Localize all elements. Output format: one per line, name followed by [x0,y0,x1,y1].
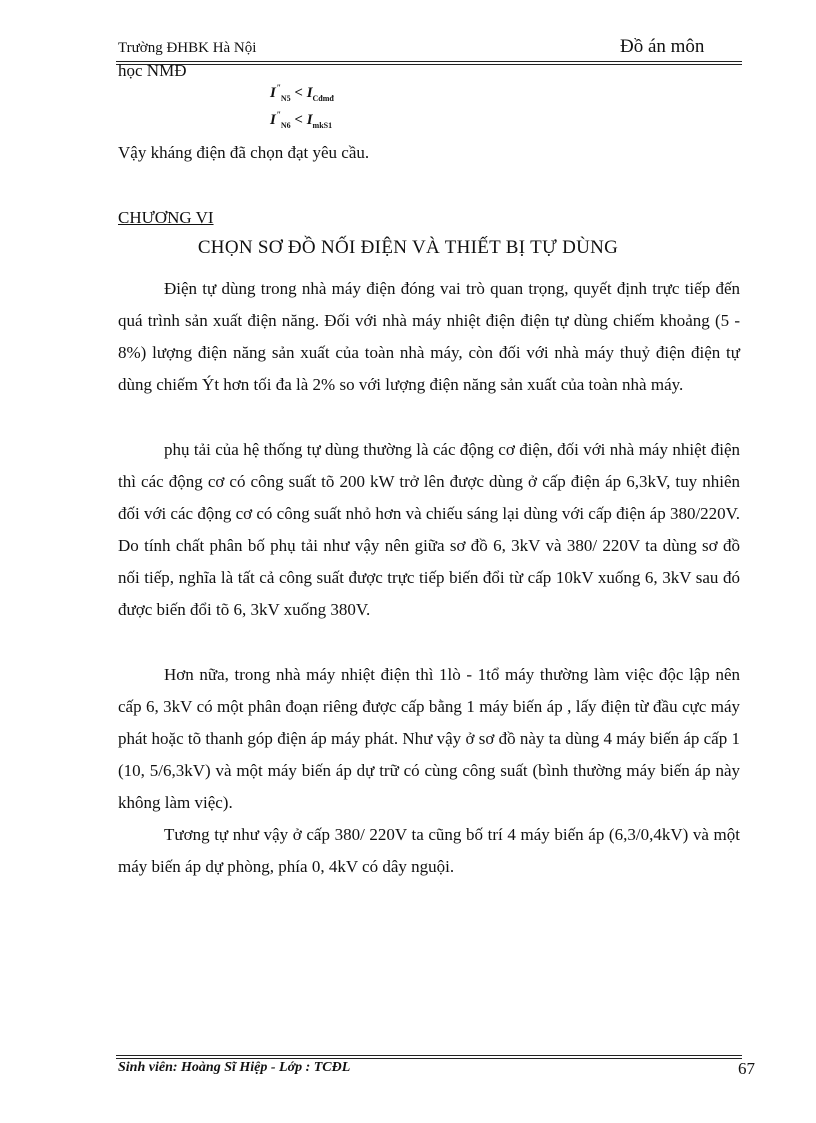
formula-n5: $I^"_{N5} < I_{Cđmđ}$ [270,83,334,103]
formula-n6: $I^"_{N6} < I_{mkS1}$ [270,110,333,130]
footer-divider [116,1055,742,1056]
paragraph: Tương tự như vậy ở cấp 380/ 220V ta cũng bố trí 4 máy biến áp (6,3/0,4kV) và một máy biến áp dự phòng, phía 0, 4kV có dây nguội. [118,825,740,876]
chapter-title: CHỌN SƠ ĐỒ NỐI ĐIỆN VÀ THIẾT BỊ TỰ DÙNG [197,237,619,258]
page-number: 67 [738,1059,755,1078]
header-divider [116,61,742,62]
header-course-continuation: học NMĐ [118,61,187,80]
footer-student: Sinh viên: Hoàng Sĩ Hiệp - Lớp : TCĐL [118,1060,351,1075]
header-course: Đồ án môn [620,36,705,57]
footer-divider-thin [116,1058,742,1059]
header-divider-thin [116,64,742,65]
conclusion-text: Vậy kháng điện đã chọn đạt yêu cầu. [118,143,370,162]
paragraph: Điện tự dùng trong nhà máy điện đóng vai trò quan trọng, quyết định trực tiếp đến quá trình sản xuất điện năng. Đối với nhà máy nhiệt điện điện tự dùng chiếm khoảng (5 - 8%) lượng điện năng sản xuất của toàn nhà máy, còn đối với nhà máy thuỷ điện điện tự dùng chiếm Ýt hơn tối đa là 2% so với lượng điện năng sản xuất của toàn nhà máy. [118,279,740,394]
paragraph: phụ tải của hệ thống tự dùng thường là các động cơ điện, đối với nhà máy nhiệt điện thì các động cơ có công suất tõ 200 kW trở lên được dùng ở cấp điện áp 6,3kV, tuy nhiên đối với các động cơ có công suất nhỏ hơn và chiếu sáng lại dùng với cấp điện áp 380/220V. Do tính chất phân bố phụ tải như vậy nên giữa sơ đồ 6, 3kV và 380/ 220V ta dùng sơ đồ nối tiếp, nghĩa là tất cả công suất được trực tiếp biến đổi từ cấp 10kV xuống 6, 3kV sau đó được biến đổi tõ 6, 3kV xuống 380V. [118,440,741,619]
paragraph: Hơn nữa, trong nhà máy nhiệt điện thì 1lò - 1tổ máy thường làm việc độc lập nên cấp 6, 3kV có một phân đoạn riêng được cấp bằng 1 máy biến áp , lấy điện từ đầu cực máy phát hoặc tõ thanh góp điện áp máy phát. Như vậy ở sơ đồ này ta dùng 4 máy biến áp cấp 1 (10, 5/6,3kV) và một máy biến áp dự trữ có cùng công suất (bình thường máy biến áp này không làm việc). [118,665,740,812]
header-school: Trường ĐHBK Hà Nội [118,40,257,56]
chapter-label: CHƯƠNG VI [118,208,214,227]
